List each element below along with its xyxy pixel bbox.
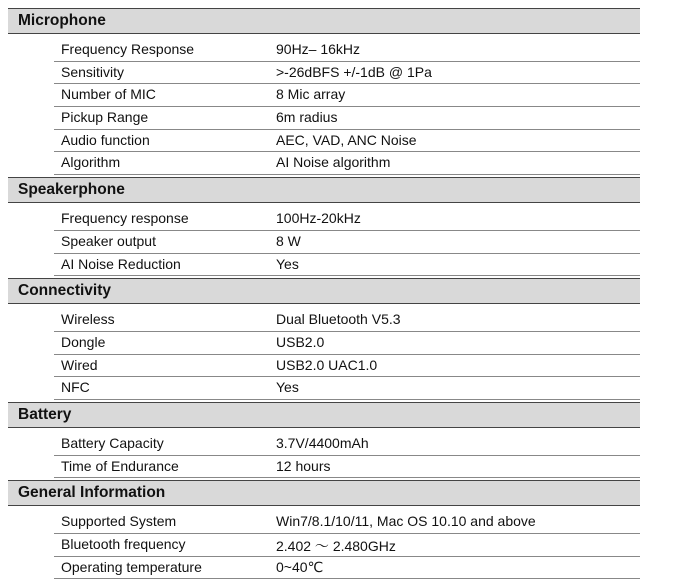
spec-row [54,152,640,175]
spec-value: 90Hz– 16kHz [276,41,361,57]
spec-row [54,84,640,107]
spec-label: Frequency response [61,210,189,227]
spec-row [54,62,640,85]
section-header: General Information [8,480,640,506]
section-header: Speakerphone [8,177,640,203]
section-body [8,203,640,278]
section-microphone [8,8,640,177]
spec-value: Dual Bluetooth V5.3 [276,311,401,328]
spec-label: Algorithm [61,154,121,171]
spec-label: Audio function [61,131,150,148]
section-body [8,304,640,402]
spec-label: Pickup Range [61,109,149,126]
spec-label: Battery Capacity [61,434,164,451]
spec-row [54,557,640,580]
spec-row [54,377,640,400]
spec-label: NFC [61,379,90,396]
spec-row [54,534,640,557]
spec-label: Dongle [61,333,106,350]
spec-row [54,433,640,456]
spec-value: Win7/8.1/10/11, Mac OS 10.10 and above [276,513,536,530]
spec-row [54,332,640,355]
spec-value: 100Hz-20kHz [276,210,361,227]
section-connectivity [8,278,640,402]
spec-value: 2.402 ～ 2.480GHz [276,538,396,554]
spec-row [54,254,640,277]
spec-row [54,107,640,130]
spec-value: Yes [276,379,299,396]
spec-value: USB2.0 UAC1.0 [276,356,378,373]
section-header: Battery [8,402,640,428]
spec-value: 0~40℃ [276,558,324,575]
spec-label: Time of Endurance [61,457,179,474]
spec-label: Supported System [61,513,177,530]
section-speakerphone [8,177,640,278]
spec-table [8,8,640,581]
spec-label: Wireless [61,311,115,328]
section-body [8,34,640,177]
spec-value: 12 hours [276,457,331,474]
spec-value: AI Noise algorithm [276,154,391,171]
section-body [8,506,640,581]
spec-row [54,130,640,153]
spec-label: Operating temperature [61,558,202,575]
spec-value: 8 Mic array [276,86,346,103]
spec-value: 8 W [276,232,301,249]
spec-label: Speaker output [61,232,156,249]
spec-label: Number of MIC [61,86,156,103]
section-general-information [8,480,640,581]
spec-label: Frequency Response [61,41,195,57]
spec-row [54,511,640,534]
spec-row [54,208,640,231]
spec-value: >-26dBFS +/-1dB @ 1Pa [276,63,432,80]
section-header: Microphone [8,8,640,34]
spec-row [54,231,640,254]
spec-row [54,309,640,332]
section-header: Connectivity [8,278,640,304]
section-battery [8,402,640,480]
spec-value: 6m radius [276,109,338,126]
spec-label: Wired [61,356,98,373]
spec-value: 3.7V/4400mAh [276,434,369,451]
spec-row [54,355,640,378]
spec-row [54,456,640,479]
section-body [8,428,640,480]
spec-value: USB2.0 [276,333,325,350]
spec-label: Bluetooth frequency [61,536,186,552]
spec-label: AI Noise Reduction [61,255,181,272]
spec-value: AEC, VAD, ANC Noise [276,131,417,148]
spec-value: Yes [276,255,299,272]
spec-row [54,39,640,62]
spec-label: Sensitivity [61,63,125,80]
